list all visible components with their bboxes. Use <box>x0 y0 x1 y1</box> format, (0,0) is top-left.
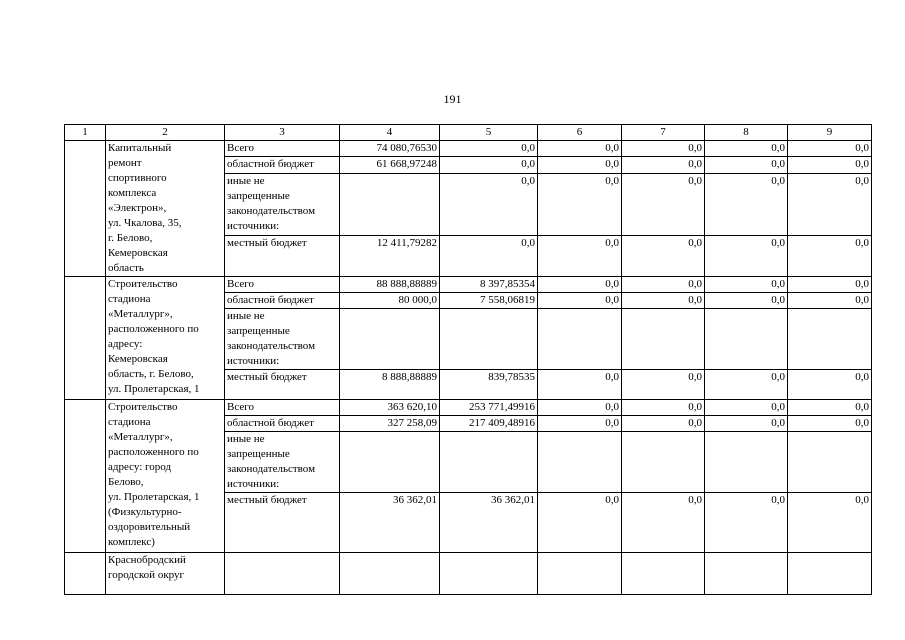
value-cell: 0,0 <box>705 416 788 432</box>
value-cell: 80 000,0 <box>340 293 440 309</box>
value-cell: 0,0 <box>705 157 788 173</box>
header-cell: 1 <box>65 125 106 141</box>
value-cell: 0,0 <box>538 416 622 432</box>
value-cell: 88 888,88889 <box>340 277 440 293</box>
table-row <box>65 141 872 157</box>
value-cell: 0,0 <box>788 400 872 416</box>
row-number-cell <box>65 277 106 400</box>
value-cell: 0,0 <box>788 416 872 432</box>
project-name-cell <box>106 553 225 595</box>
empty-cell <box>340 553 440 595</box>
value-cell <box>440 432 538 493</box>
text-line: Кемеровская <box>108 353 168 365</box>
value-cell: 0,0 <box>622 236 705 277</box>
source-label-cell: местный бюджет <box>225 493 340 553</box>
source-label-cell: местный бюджет <box>225 236 340 277</box>
text-line: законодательством <box>227 340 316 352</box>
value-cell <box>788 432 872 493</box>
value-cell: 0,0 <box>622 157 705 173</box>
value-cell: 0,0 <box>538 236 622 277</box>
value-cell: 0,0 <box>538 493 622 553</box>
row-number-cell <box>65 141 106 277</box>
table-row <box>65 277 872 293</box>
project-name-cell <box>106 141 225 277</box>
source-label-cell <box>225 173 340 235</box>
value-cell: 0,0 <box>440 157 538 173</box>
text-line: (Физкультурно- <box>108 506 182 518</box>
header-cell: 9 <box>788 125 872 141</box>
value-cell <box>705 432 788 493</box>
value-cell: 0,0 <box>705 400 788 416</box>
source-label-cell: Всего <box>225 400 340 416</box>
value-cell <box>622 432 705 493</box>
row-number-cell <box>65 553 106 595</box>
value-cell: 0,0 <box>538 141 622 157</box>
text-line: ул. Пролетарская, 1 <box>108 491 200 503</box>
value-cell: 0,0 <box>538 173 622 235</box>
value-cell: 0,0 <box>622 293 705 309</box>
value-cell <box>440 309 538 370</box>
text-line: область <box>108 262 144 274</box>
text-line: «Металлург», <box>108 308 173 320</box>
value-cell: 0,0 <box>622 493 705 553</box>
header-cell: 4 <box>340 125 440 141</box>
text-line: законодательством <box>227 204 316 217</box>
source-label-cell: местный бюджет <box>225 370 340 400</box>
header-row <box>65 125 872 141</box>
header-cell: 7 <box>622 125 705 141</box>
value-cell: 0,0 <box>788 277 872 293</box>
value-cell: 0,0 <box>705 493 788 553</box>
source-label-cell: областной бюджет <box>225 157 340 173</box>
value-cell: 0,0 <box>622 400 705 416</box>
value-cell: 61 668,97248 <box>340 157 440 173</box>
value-cell <box>538 432 622 493</box>
value-cell: 0,0 <box>705 141 788 157</box>
value-cell <box>705 309 788 370</box>
value-cell: 0,0 <box>538 370 622 400</box>
text-line: законодательством <box>227 463 316 475</box>
text-line: Кемеровская <box>108 247 168 259</box>
value-cell: 0,0 <box>788 493 872 553</box>
empty-cell <box>622 553 705 595</box>
text-line: оздоровительный <box>108 521 191 533</box>
header-cell: 6 <box>538 125 622 141</box>
text-line: «Металлург», <box>108 431 173 443</box>
value-cell: 253 771,49916 <box>440 400 538 416</box>
source-label-cell: Всего <box>225 277 340 293</box>
text-line: запрещенные <box>227 325 290 337</box>
value-cell: 0,0 <box>788 236 872 277</box>
value-cell <box>788 309 872 370</box>
value-cell: 8 888,88889 <box>340 370 440 400</box>
text-line: источники: <box>227 219 280 232</box>
text-line: адресу: <box>108 338 143 350</box>
text-line: запрещенные <box>227 448 290 460</box>
value-cell: 0,0 <box>538 277 622 293</box>
source-label-cell <box>225 432 340 493</box>
page-number: 191 <box>443 92 462 106</box>
text-line: стадиона <box>108 293 151 305</box>
text-line: область, г. Белово, <box>108 368 194 380</box>
text-line: иные не <box>227 433 265 445</box>
text-line: ул. Пролетарская, 1 <box>108 383 200 395</box>
value-cell <box>340 309 440 370</box>
value-cell <box>538 309 622 370</box>
source-label-cell: Всего <box>225 141 340 157</box>
budget-table <box>64 124 872 595</box>
project-name-cell <box>106 400 225 553</box>
value-cell: 0,0 <box>705 173 788 235</box>
value-cell: 363 620,10 <box>340 400 440 416</box>
table-row <box>65 553 872 595</box>
value-cell: 0,0 <box>538 400 622 416</box>
text-line: источники: <box>227 478 280 490</box>
value-cell: 0,0 <box>622 141 705 157</box>
text-line: Капитальный <box>108 142 172 154</box>
text-line: адресу: город <box>108 461 172 473</box>
empty-cell <box>440 553 538 595</box>
source-label-cell: областной бюджет <box>225 293 340 309</box>
header-cell: 5 <box>440 125 538 141</box>
value-cell: 0,0 <box>788 370 872 400</box>
text-line: иные не <box>227 174 265 187</box>
source-label-cell <box>225 309 340 370</box>
value-cell: 0,0 <box>440 141 538 157</box>
value-cell: 0,0 <box>622 173 705 235</box>
text-line: Строительство <box>108 278 178 290</box>
table-body <box>65 141 872 595</box>
source-label-cell: областной бюджет <box>225 416 340 432</box>
text-line: г. Белово, <box>108 232 153 244</box>
value-cell: 36 362,01 <box>440 493 538 553</box>
text-line: расположенного по <box>108 323 199 335</box>
value-cell: 7 558,06819 <box>440 293 538 309</box>
text-line: комплекс) <box>108 536 155 548</box>
value-cell: 0,0 <box>622 370 705 400</box>
text-line: городской округ <box>108 569 185 581</box>
value-cell: 327 258,09 <box>340 416 440 432</box>
value-cell: 0,0 <box>440 236 538 277</box>
value-cell: 0,0 <box>788 293 872 309</box>
value-cell: 0,0 <box>705 370 788 400</box>
value-cell: 0,0 <box>622 277 705 293</box>
value-cell <box>622 309 705 370</box>
value-cell: 12 411,79282 <box>340 236 440 277</box>
text-line: Белово, <box>108 476 144 488</box>
text-line: Краснобродский <box>108 554 186 566</box>
value-cell: 0,0 <box>538 293 622 309</box>
text-line: стадиона <box>108 416 151 428</box>
value-cell <box>340 173 440 235</box>
value-cell: 0,0 <box>705 277 788 293</box>
value-cell: 0,0 <box>440 173 538 235</box>
table-row <box>65 400 872 416</box>
header-cell: 3 <box>225 125 340 141</box>
text-line: расположенного по <box>108 446 199 458</box>
value-cell: 0,0 <box>538 157 622 173</box>
text-line: «Электрон», <box>108 202 167 214</box>
text-line: иные не <box>227 310 265 322</box>
text-line: Строительство <box>108 401 178 413</box>
row-number-cell <box>65 400 106 553</box>
text-line: ул. Чкалова, 35, <box>108 217 182 229</box>
value-cell: 839,78535 <box>440 370 538 400</box>
value-cell: 0,0 <box>705 293 788 309</box>
value-cell: 0,0 <box>788 141 872 157</box>
value-cell: 8 397,85354 <box>440 277 538 293</box>
value-cell: 0,0 <box>705 236 788 277</box>
value-cell: 36 362,01 <box>340 493 440 553</box>
text-line: спортивного <box>108 172 167 184</box>
value-cell: 74 080,76530 <box>340 141 440 157</box>
empty-cell <box>788 553 872 595</box>
project-name-cell <box>106 277 225 400</box>
value-cell: 0,0 <box>622 416 705 432</box>
text-line: источники: <box>227 355 280 367</box>
value-cell: 0,0 <box>788 157 872 173</box>
header-cell: 8 <box>705 125 788 141</box>
header-cell: 2 <box>106 125 225 141</box>
empty-cell <box>538 553 622 595</box>
empty-cell <box>705 553 788 595</box>
value-cell: 0,0 <box>788 173 872 235</box>
text-line: запрещенные <box>227 189 290 202</box>
text-line: ремонт <box>108 157 142 169</box>
empty-cell <box>225 553 340 595</box>
value-cell: 217 409,48916 <box>440 416 538 432</box>
value-cell <box>340 432 440 493</box>
text-line: комплекса <box>108 187 157 199</box>
